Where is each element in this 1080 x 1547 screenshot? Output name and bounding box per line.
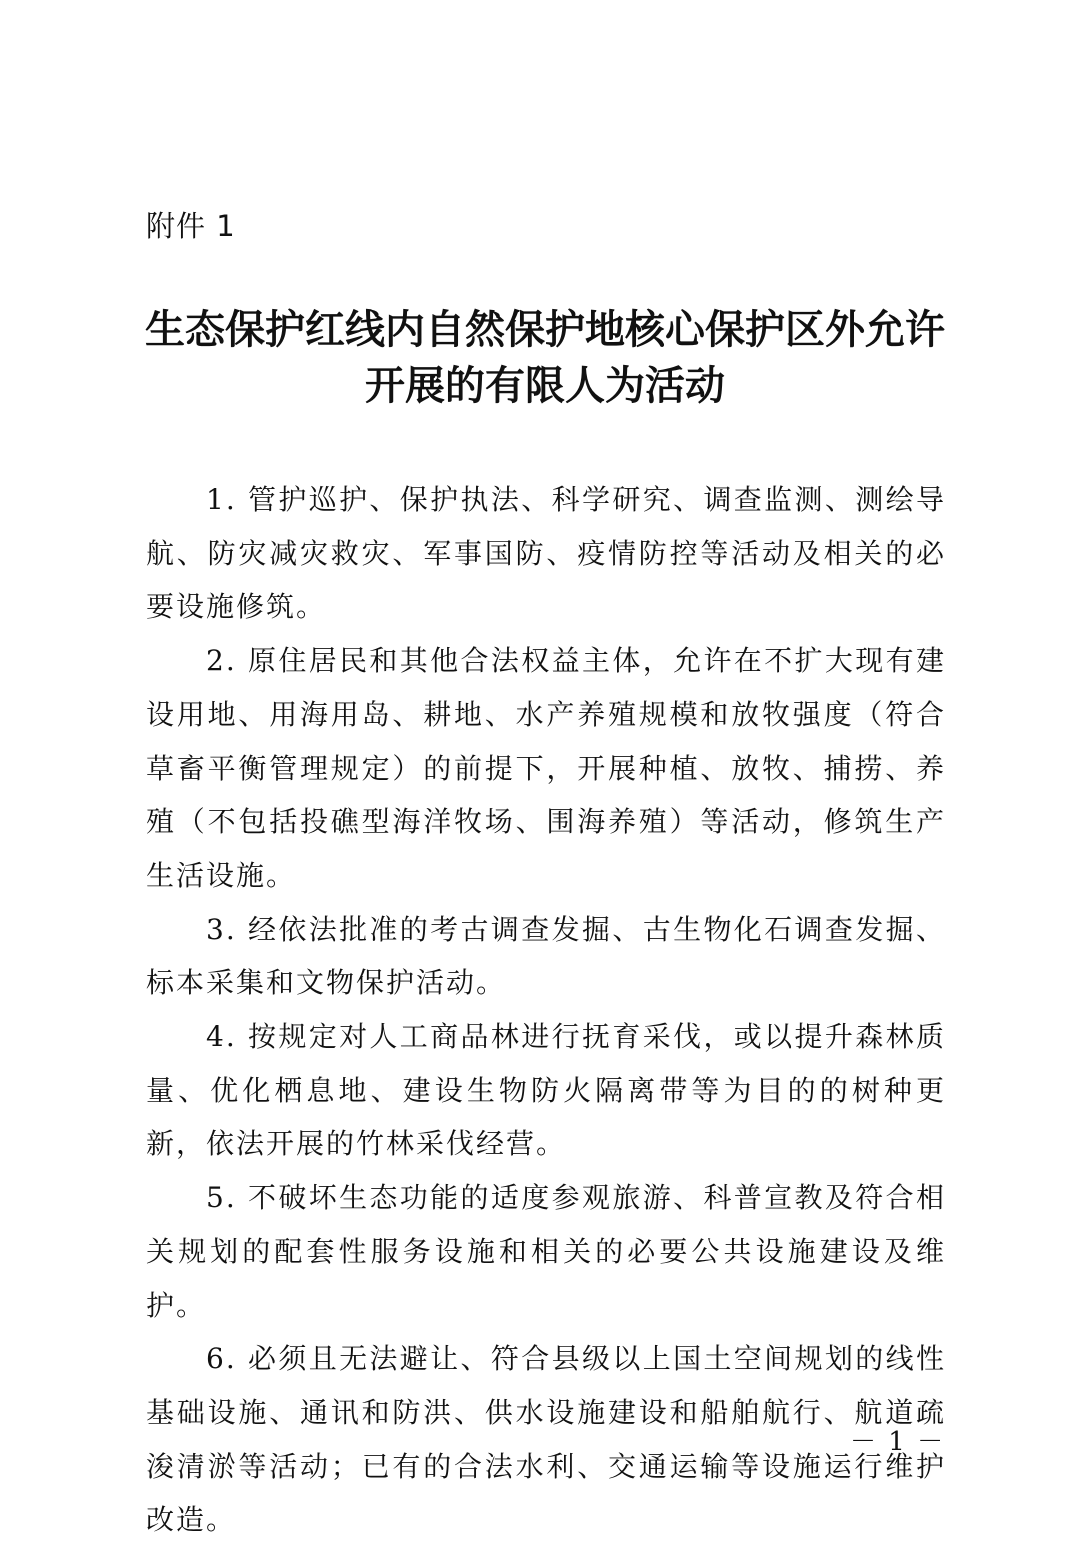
page-number: － 1 －: [850, 1427, 946, 1457]
paragraph-4: 4. 按规定对人工商品林进行抚育采伐，或以提升森林质量、优化栖息地、建设生物防火隔离带等为目的的树种更新，依法开展的竹林采伐经营。: [146, 1020, 946, 1161]
document-title: [140, 302, 950, 414]
paragraph-1: 1. 管护巡护、保护执法、科学研究、调查监测、测绘导航、防灾减灾救灾、军事国防、疫情防控等活动及相关的必要设施修筑。: [146, 483, 946, 624]
paragraph-6: 6. 必须且无法避让、符合县级以上国土空间规划的线性基础设施、通讯和防洪、供水设施建设和船舶航行、航道疏浚清淤等活动；已有的合法水利、交通运输等设施运行维护改造。: [146, 1342, 946, 1537]
paragraph-3: 3. 经依法批准的考古调查发掘、古生物化石调查发掘、标本采集和文物保护活动。: [146, 912, 946, 1000]
document-body: [146, 473, 946, 1547]
title-line-1: 生态保护红线内自然保护地核心保护区外允许: [145, 306, 945, 353]
title-line-2: 开展的有限人为活动: [365, 362, 725, 409]
attachment-label: 附件 1: [146, 209, 236, 243]
paragraph-2: 2. 原住居民和其他合法权益主体，允许在不扩大现有建设用地、用海用岛、耕地、水产养殖规模和放牧强度（符合草畜平衡管理规定）的前提下，开展种植、放牧、捕捞、养殖（不包括投礁型海洋牧场、围海养殖）等活动，修筑生产生活设施。: [146, 644, 946, 892]
paragraph-5: 5. 不破坏生态功能的适度参观旅游、科普宣教及符合相关规划的配套性服务设施和相关的必要公共设施建设及维护。: [146, 1181, 946, 1322]
